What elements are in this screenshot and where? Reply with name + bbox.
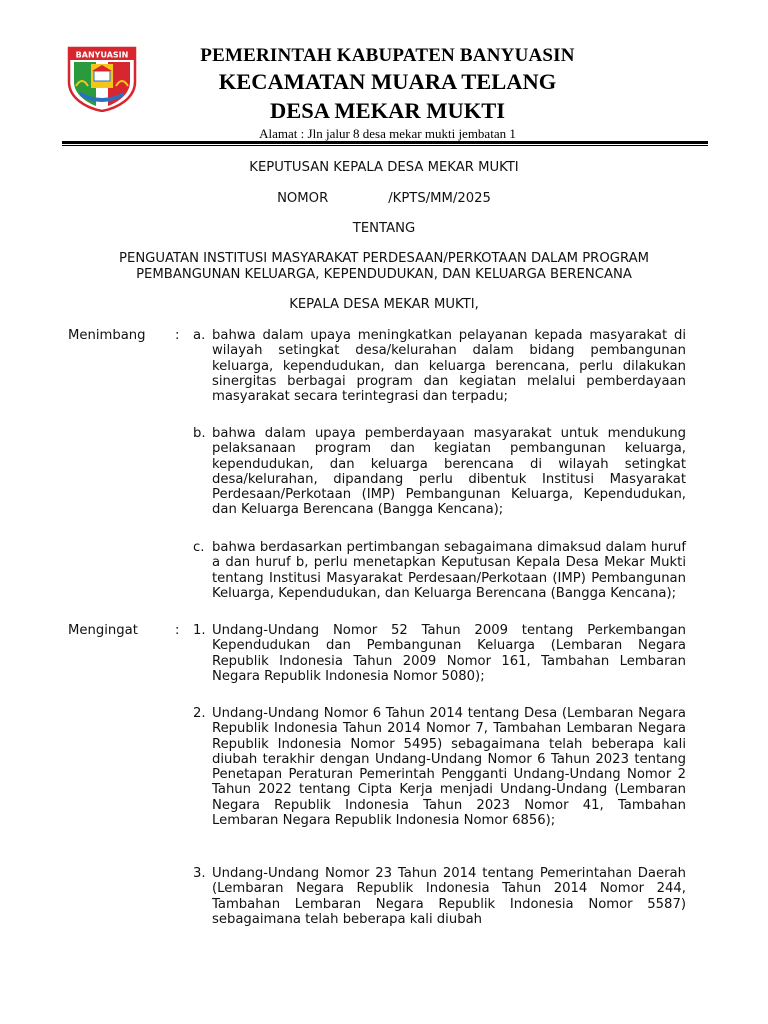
village-name: DESA MEKAR MUKTI (269, 98, 506, 123)
item-marker: c. (193, 540, 205, 555)
number-label: NOMOR (277, 191, 329, 206)
item-marker: 2. (193, 706, 206, 721)
section-colon: : (175, 623, 180, 638)
item-marker: 1. (193, 623, 206, 638)
item-marker: b. (193, 426, 206, 441)
number-value: /KPTS/MM/2025 (388, 191, 491, 206)
address-line: Alamat : Jln jalur 8 desa mekar mukti jembatan 1 (259, 126, 516, 141)
decree-subject (40, 251, 728, 283)
item-text: bahwa dalam upaya pemberdayaan masyarakat untuk mendukung pelaksanaan program dan kegiatan pembangunan keluarga, kependudukan, dan keluarga berencana di wilayah setingkat desa/kelurahan, dipandang perlu dibentuk Institusi Masyarakat Perdesaan/Perkotaan (IMP) Pembangunan Keluarga, Kependudukan, dan Keluarga Berencana (Bangga Kencana); (212, 426, 686, 518)
decree-number (40, 191, 728, 206)
subject-line-2: PEMBANGUNAN KELUARGA, KEPENDUDUKAN, DAN KELUARGA BERENCANA (136, 267, 632, 282)
banyuasin-emblem-logo (66, 46, 138, 112)
letterhead-rule-thick (62, 141, 708, 144)
item-text: bahwa dalam upaya meningkatkan pelayanan kepada masyarakat di wilayah setingkat desa/kelurahan dalam bidang pembangunan keluarga, kependudukan, dan keluarga berencana, perlu dilakukan sinergitas berbagai program dan kegiatan melalui pemberdayaan masyarakat secara terintegrasi dan terpadu; (212, 328, 686, 405)
item-text: bahwa berdasarkan pertimbangan sebagaimana dimaksud dalam huruf a dan huruf b, perlu menetapkan Keputusan Kepala Desa Mekar Mukti tentang Institusi Masyarakat Perdesaan/Perkotaan (IMP) Pembangunan Keluarga, Kependudukan, dan Keluarga Berencana (Bangga Kencana); (212, 540, 686, 601)
letterhead (150, 44, 625, 142)
section-colon: : (175, 328, 180, 343)
item-text: Undang-Undang Nomor 6 Tahun 2014 tentang Desa (Lembaran Negara Republik Indonesia Tahun 2014 Nomor 7, Tambahan Lembaran Negara Republik Indonesia Nomor 5495) sebagaimana telah beberapa kali diubah terakhir dengan Undang-Undang Nomor 6 Tahun 2023 tentang Penetapan Peraturan Pemerintah Pengganti Undang-Undang Nomor 2 Tahun 2022 tentang Cipta Kerja menjadi Undang-Undang (Lembaran Negara Republik Indonesia Tahun 2023 Nomor 41, Tambahan Lembaran Negara Republik Indonesia Nomor 6856); (212, 706, 686, 829)
decree-title: KEPUTUSAN KEPALA DESA MEKAR MUKTI (249, 160, 519, 175)
item-text: Undang-Undang Nomor 23 Tahun 2014 tentang Pemerintahan Daerah (Lembaran Negara Republik Indonesia Tahun 2014 Nomor 244, Tambahan Lembaran Negara Republik Indonesia Nomor 5587) sebagaimana telah beberapa kali diubah (212, 866, 686, 927)
subject-line-1: PENGUATAN INSTITUSI MASYARAKAT PERDESAAN/PERKOTAAN DALAM PROGRAM (119, 251, 649, 266)
item-text: Undang-Undang Nomor 52 Tahun 2009 tentang Perkembangan Kependudukan dan Pembangunan Keluarga (Lembaran Negara Republik Indonesia Tahun 2009 Nomor 161, Tambahan Lembaran Negara Republik Indonesia Nomor 5080); (212, 623, 686, 684)
item-marker: a. (193, 328, 206, 343)
section-label: Menimbang (68, 328, 146, 343)
district-name: KECAMATAN MUARA TELANG (218, 69, 557, 94)
issuer-heading: KEPALA DESA MEKAR MUKTI, (289, 297, 479, 312)
letterhead-rule-thin (62, 145, 708, 146)
about-heading: TENTANG (352, 221, 416, 236)
government-name: PEMERINTAH KABUPATEN BANYUASIN (200, 45, 575, 66)
emblem-lettering: BANYUASIN (75, 50, 129, 60)
item-marker: 3. (193, 866, 206, 881)
section-label: Mengingat (68, 623, 138, 638)
